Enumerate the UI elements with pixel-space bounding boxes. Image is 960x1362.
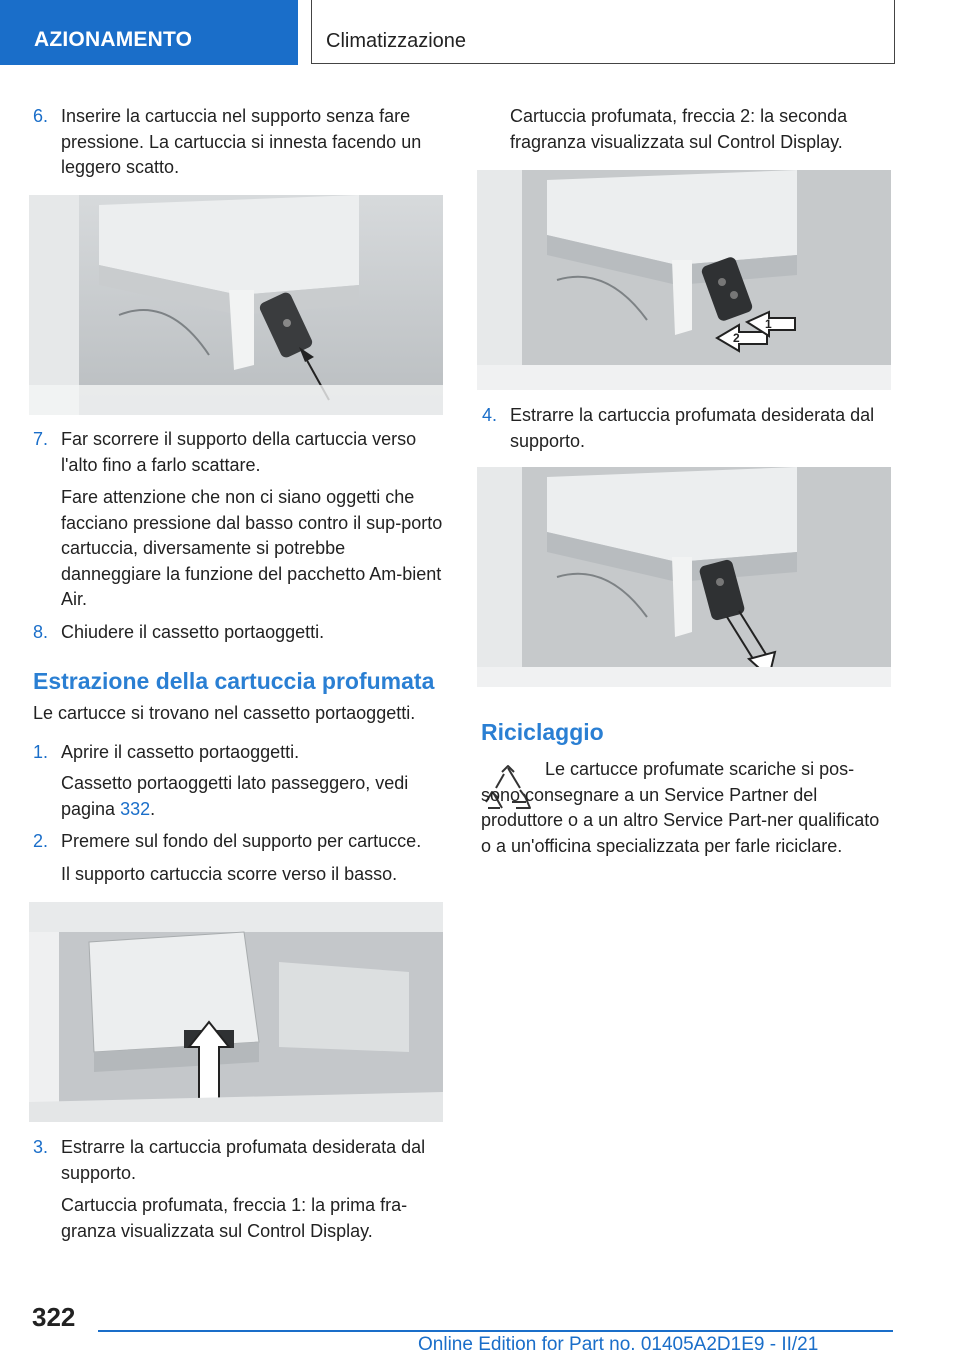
page-number: 322 bbox=[32, 1302, 76, 1332]
footer-edition: Online Edition for Part no. 01405A2D1E9 - II/21 bbox=[418, 1334, 819, 1355]
photo-press-holder bbox=[29, 902, 443, 1122]
step-number: 7. bbox=[33, 429, 49, 449]
photo-fragrance-arrows-drawing bbox=[477, 170, 891, 390]
removal-steps bbox=[33, 701, 448, 887]
step-number: 3. bbox=[33, 1137, 49, 1157]
recycling-text-block bbox=[481, 757, 893, 859]
step-4 bbox=[482, 403, 892, 454]
step-number: 4. bbox=[482, 405, 498, 425]
step-number: 8. bbox=[33, 621, 49, 642]
intro-text: Le cartucce si trovano nel cassetto portaoggetti. bbox=[33, 703, 416, 723]
step-note: Cassetto portaoggetti lato passeggero, vedi pagina 332. bbox=[61, 773, 409, 819]
step-number: 1. bbox=[33, 741, 49, 762]
step-text: Estrarre la cartuccia profumata desiderata dal supporto. bbox=[510, 405, 875, 451]
footer-rule bbox=[98, 1330, 893, 1332]
step-note: Il supporto cartuccia scorre verso il basso. bbox=[61, 863, 398, 884]
section-tab bbox=[0, 0, 298, 65]
recycling-heading: Riciclaggio bbox=[481, 719, 604, 745]
step-text: Chiudere il cassetto portaoggetti. bbox=[61, 621, 325, 642]
step-text: Estrarre la cartuccia profumata desiderata dal supporto. bbox=[61, 1137, 426, 1183]
photo-extract-cartridge-drawing bbox=[477, 467, 891, 687]
step-text: Far scorrere il supporto della cartuccia verso l'alto fino a farlo scattare. bbox=[61, 429, 417, 475]
step-note: Fare attenzione che non ci siano oggetti che facciano pressione dal basso contro il sup-porto cartuccia, diversamente si potrebbe danneggiare la funzione del pacchetto Am-bient Air. bbox=[61, 487, 443, 609]
step-6 bbox=[33, 104, 448, 181]
arrow-label-2: 2 bbox=[733, 331, 740, 345]
photo-press-holder-drawing bbox=[29, 902, 443, 1122]
chapter-tab-label: Climatizzazione bbox=[326, 30, 467, 52]
chapter-tab bbox=[311, 0, 895, 64]
photo-extract-cartridge bbox=[477, 467, 891, 687]
step-text: Inserire la cartuccia nel supporto senza fare pressione. La cartuccia si innesta facendo un leggero scatto. bbox=[61, 106, 422, 177]
photo-insert-cartridge bbox=[29, 195, 443, 415]
section-tab-label: AZIONAMENTO bbox=[34, 28, 193, 51]
step-note: Cartuccia profumata, freccia 1: la prima fra-granza visualizzata sul Control Display. bbox=[61, 1195, 408, 1241]
step-text: Premere sul fondo del supporto per cartucce. bbox=[61, 831, 422, 851]
step-number: 2. bbox=[33, 831, 49, 851]
step-number: 6. bbox=[33, 106, 49, 126]
step-3 bbox=[33, 1135, 448, 1244]
recycling-text: Le cartucce profumate scariche si pos-sono consegnare a un Service Partner del produttore o a un altro Service Part-ner qualificato o a un'officina specializzata per farle riciclare. bbox=[481, 759, 880, 856]
photo-fragrance-arrows bbox=[477, 170, 891, 390]
step-3-continued bbox=[482, 104, 892, 155]
arrow-label-1: 1 bbox=[765, 317, 772, 331]
step-7 bbox=[33, 427, 448, 645]
section-heading: Estrazione della cartuccia profumata bbox=[33, 668, 435, 694]
step-text: Aprire il cassetto portaoggetti. bbox=[61, 741, 300, 762]
page-reference-link[interactable]: 332 bbox=[120, 798, 151, 819]
step-note: Cartuccia profumata, freccia 2: la seconda fragranza visualizzata sul Control Display. bbox=[510, 106, 848, 152]
photo-insert-cartridge-drawing bbox=[29, 195, 443, 415]
